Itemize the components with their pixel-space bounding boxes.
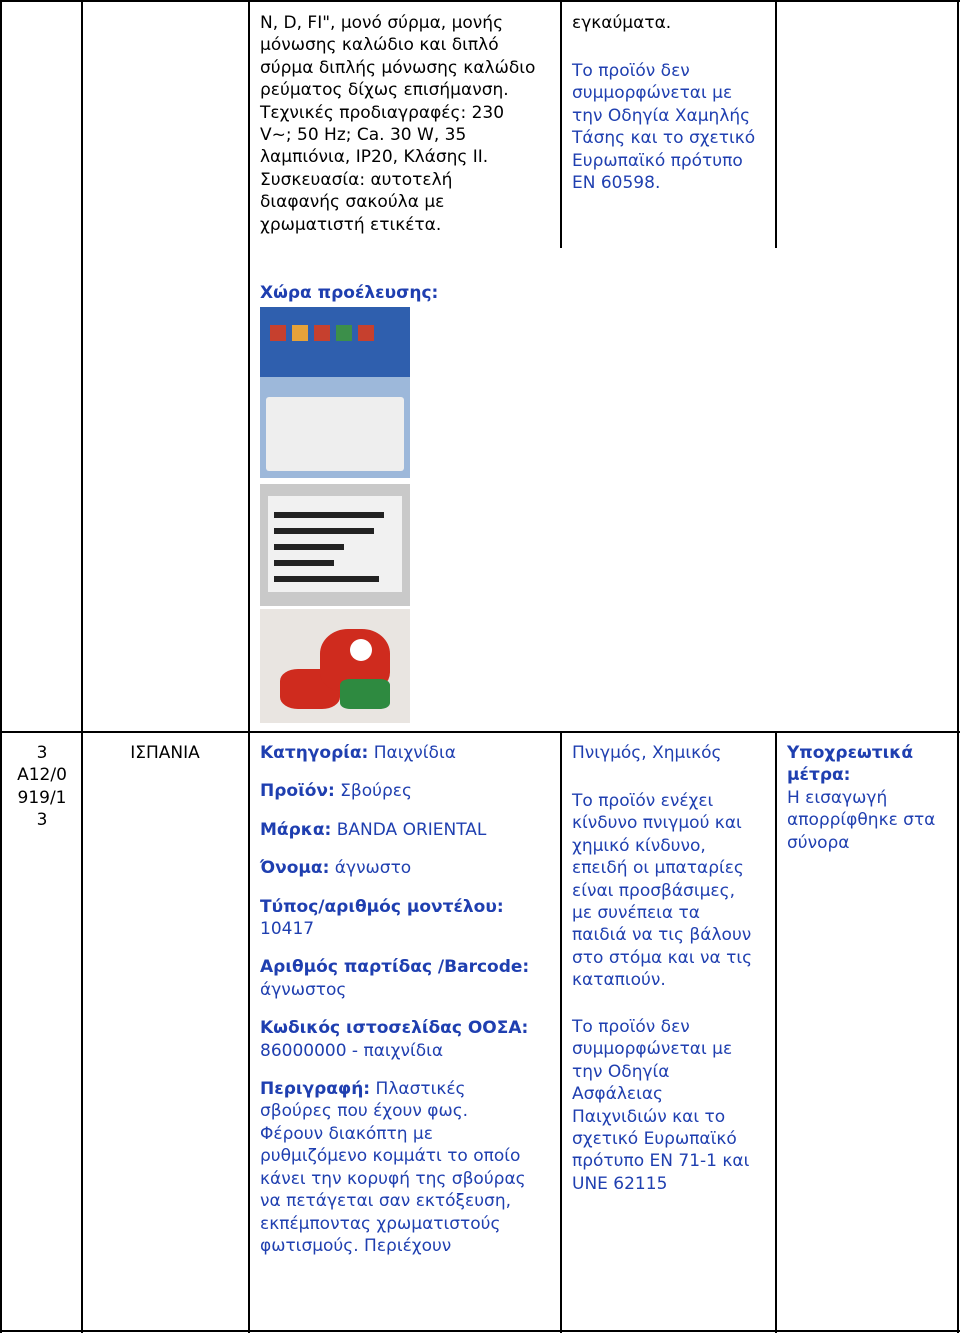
- origin-label: Χώρα προέλευσης:: [260, 283, 439, 304]
- row2-country: ΙΣΠΑΝΙΑ: [130, 743, 200, 763]
- col-border: [775, 0, 777, 248]
- table-border-bottom: [0, 1330, 960, 1332]
- col-border: [81, 0, 83, 1333]
- field-model: [260, 896, 555, 941]
- row2-risk-type: Πνιγμός, Χημικός: [572, 743, 722, 763]
- package-thumbnail: [270, 325, 286, 341]
- col-border: [560, 731, 562, 1333]
- field-brand: [260, 819, 555, 841]
- field-label: Κατηγορία:: [260, 743, 369, 763]
- label-text-line: [274, 528, 374, 534]
- field-label: Μάρκα:: [260, 819, 332, 840]
- field-batch-barcode: [260, 956, 555, 1001]
- field-label: Προϊόν:: [260, 781, 335, 802]
- field-value: Παιχνίδια: [373, 743, 456, 763]
- field-label: Περιγραφή:: [260, 1079, 371, 1100]
- field-value: Σβούρες: [340, 781, 412, 802]
- label-text-line: [274, 560, 334, 566]
- decoration-shape: [350, 639, 372, 661]
- field-category: [260, 742, 555, 764]
- table-border-top: [0, 0, 960, 2]
- col-border: [957, 0, 959, 1333]
- field-description: [260, 1078, 555, 1257]
- row2-product-details: [260, 742, 555, 1273]
- product-photo-rating-label: [260, 484, 410, 606]
- field-value: 10417: [260, 919, 315, 940]
- row2-risk-description: Το προϊόν ενέχει κίνδυνο πνιγμού και χημικό κίνδυνο, επειδή οι μπαταρίες είναι προσβάσιμες, με συνέπεια τα παιδιά να τις βάλουν στο στόμα και να τις καταπιούν.: [572, 791, 753, 991]
- field-value: άγνωστο: [334, 858, 412, 879]
- row1-description-tail: N, D, FI", μονό σύρμα, μονής μόνωσης καλώδιο και διπλό σύρμα διπλής μόνωσης καλώδιο ρεύματος δίχως επισήμανση. Τεχνικές προδιαγραφές: 230 V~; 50 Hz; Ca. 30 W, 35 λαμπιόνια, IP20, Κλάσης II. Συσκευασία: αυτοτελή διαφανής σακούλα με χρωματιστή ετικέτα.: [260, 13, 536, 235]
- row2-measures-value: Η εισαγωγή απορρίφθηκε στα σύνορα: [787, 788, 936, 853]
- field-oecd-code: [260, 1017, 555, 1062]
- field-value: άγνωστος: [260, 979, 347, 1000]
- col-border: [0, 0, 2, 1333]
- row1-compliance: Το προϊόν δεν συμμορφώνεται με την Οδηγία Χαμηλής Τάσης και το σχετικό Ευρωπαϊκό πρότυπο EN 60598.: [572, 61, 756, 194]
- field-label: Τύπος/αριθμός μοντέλου:: [260, 896, 504, 917]
- field-value: BANDA ORIENTAL: [336, 819, 487, 840]
- row2-number: 3 A12/0 919/1 3: [17, 743, 67, 831]
- field-name: [260, 857, 555, 879]
- label-text-line: [274, 512, 384, 518]
- package-thumbnail: [336, 325, 352, 341]
- package-warning-label: [266, 397, 404, 471]
- field-label: Κωδικός ιστοσελίδας ΟΟΣΑ:: [260, 1018, 529, 1039]
- col-border: [775, 731, 777, 1333]
- row1-risk-tail: εγκαύματα.: [572, 13, 672, 33]
- field-label: Όνομα:: [260, 858, 330, 879]
- col-border: [248, 0, 250, 1333]
- product-photo-lights: [260, 609, 410, 723]
- row2-compliance: Το προϊόν δεν συμμορφώνεται με την Οδηγία Ασφάλειας Παιχνιδιών και το σχετικό Ευρωπαϊκό πρότυπο EN 71-1 και UNE 62115: [572, 1017, 750, 1194]
- package-thumbnail: [358, 325, 374, 341]
- col-border: [560, 0, 562, 248]
- field-label: Αριθμός παρτίδας /Barcode:: [260, 957, 530, 978]
- label-text-line: [274, 544, 344, 550]
- row-divider: [0, 731, 960, 733]
- field-product: [260, 780, 555, 802]
- field-value: Πλαστικές σβούρες που έχουν φως. Φέρουν διακόπτη με ρυθμιζόμενο κομμάτι το οποίο κάνει την κορυφή της σβούρας να πετάγεται σαν εκτόξευση, εκπέμποντας χρωματιστούς φωτισμούς. Περιέχουν: [260, 1079, 526, 1256]
- row2-measures-label: Υποχρεωτικά μέτρα:: [787, 743, 914, 786]
- package-header-band: [260, 307, 410, 377]
- label-text-line: [274, 576, 379, 582]
- product-photo-package: [260, 307, 410, 478]
- field-value: 86000000 - παιχνίδια: [260, 1040, 444, 1061]
- decoration-shape: [340, 679, 390, 709]
- package-thumbnail: [292, 325, 308, 341]
- package-thumbnail: [314, 325, 330, 341]
